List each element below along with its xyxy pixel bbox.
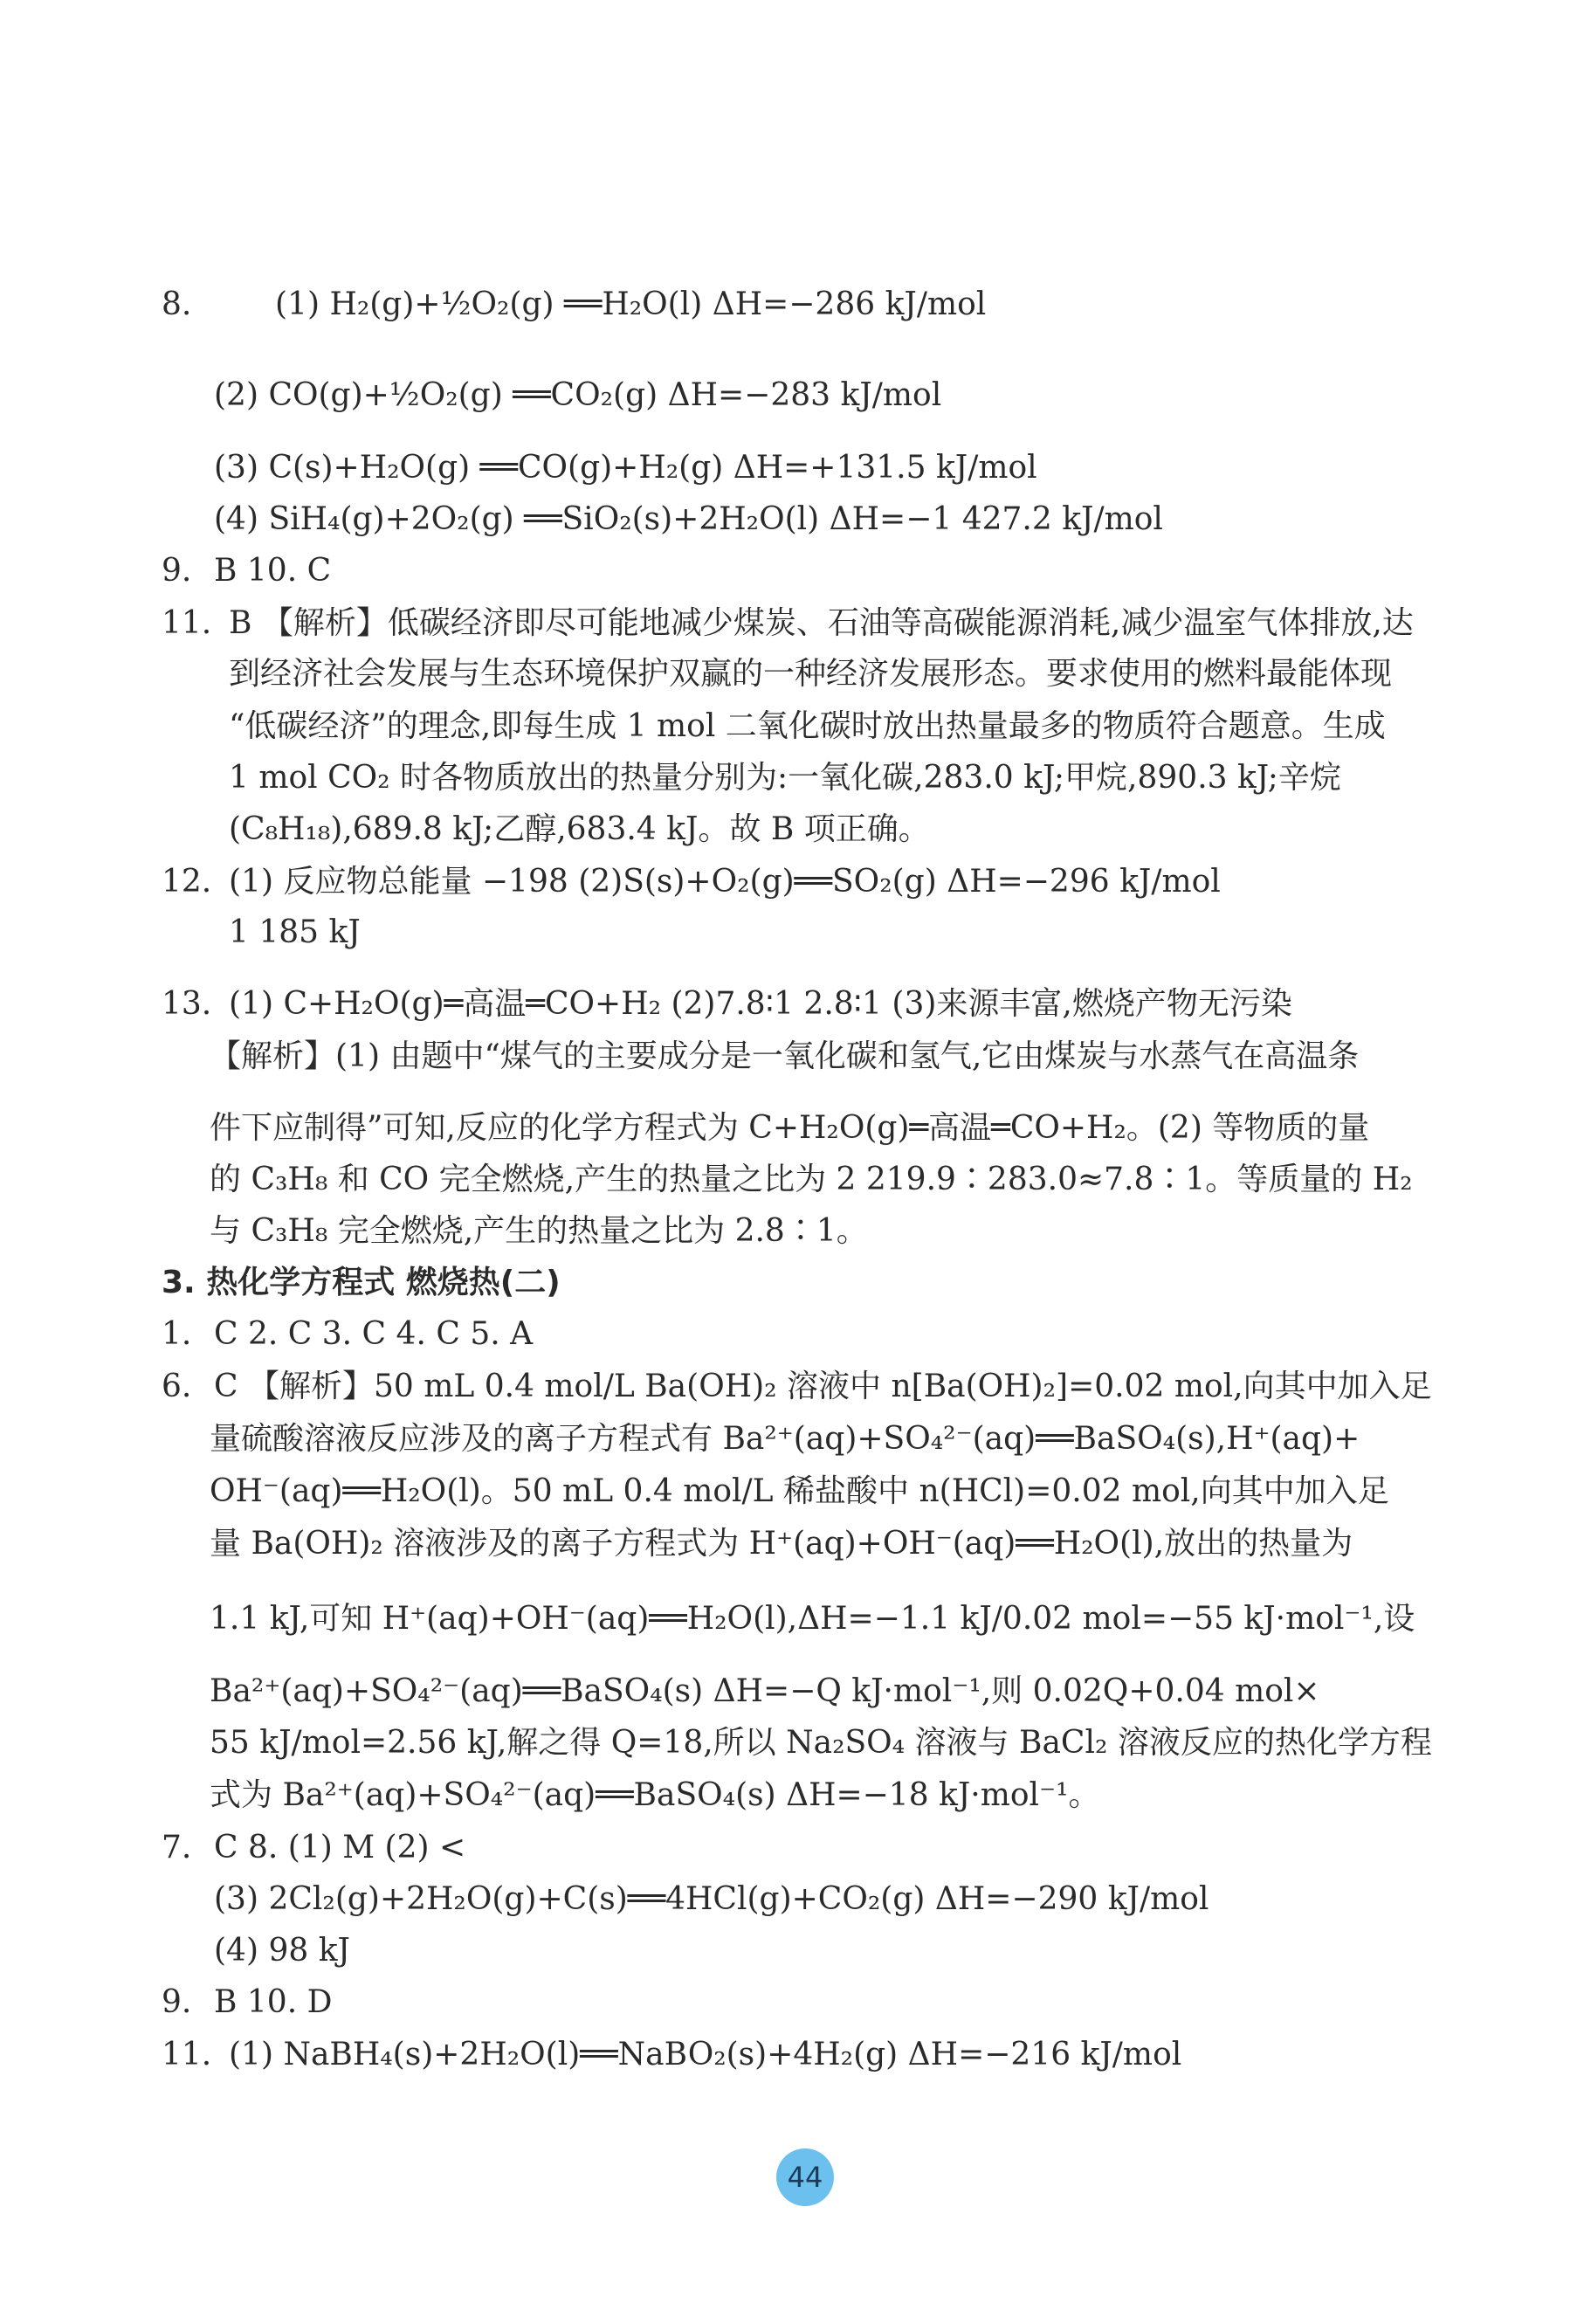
page-number-badge: 44 [776, 2148, 834, 2206]
answer-page: 8. (1) H₂(g)+½O₂(g) ══H₂O(l) ΔH=−286 kJ/mol (2) CO(g)+½O₂(g) ══CO₂(g) ΔH=−283 kJ/mol (3) C(s)+H₂O(g) ══CO(g)+H₂(g) ΔH=+131.5 kJ/mol (4) SiH₄(g)+2O₂(g) ══SiO₂(s)+2H₂O(l) ΔH=−1 427.2 kJ/mol 9. B 10. C 11. B 【解析】低碳经济即尽可能地减少煤炭、石油等高碳能源消耗,减少温室气体排放,达 到经济社会发展与生态环境保护双赢的一种经济发展形态。要求使用的燃料最能体现 “低碳经济”的理念,即每生成 1 mol 二氧化碳时放出热量最多的物质符合题意。生成 1 mol CO₂ 时各物质放出的热量分别为:一氧化碳,283.0 kJ;甲烷,890.3 kJ;辛烷 (C₈H₁₈),689.8 kJ;乙醇,683.4 kJ。故 B 项正确。 12. (1) 反应物总能量 −198 (2)S(s)+O₂(g)══SO₂(g) ΔH=−296 kJ/mol 1 185 kJ 13. (1) C+H₂O(g)═高温═CO+H₂ (2)7.8∶1 2.8∶1 (3)来源丰富,燃烧产物无污染 【解析】(1) 由题中“煤气的主要成分是一氧化碳和氢气,它由煤炭与水蒸气在高温条 件下应制得”可知,反应的化学方程式为 C+H₂O(g)═高温═CO+H₂。(2) 等物质的量 的 C₃H₈ 和 CO 完全燃烧,产生的热量之比为 2 219.9∶283.0≈7.8∶1。等质量的 H₂ 与 C₃H₈ 完全燃烧,产生的热量之比为 2.8∶1。 3. 热化学方程式 燃烧热(二) 1. C 2. C 3. C 4. C 5. A 6. C 【解析】50 mL 0.4 mol/L Ba(OH)₂ 溶液中 n[Ba(OH)₂]=0.02 mol,向其中加入足 量硫酸溶液反应涉及的离子方程式有 Ba²⁺(aq)+SO₄²⁻(aq)══BaSO₄(s),H⁺(aq)+ OH⁻(aq)══H₂O(l)。50 mL 0.4 mol/L 稀盐酸中 n(HCl)=0.02 mol,向其中加入足 量 Ba(OH)₂ 溶液涉及的离子方程式为 H⁺(aq)+OH⁻(aq)══H₂O(l),放出的热量为 1.1 kJ,可知 H⁺(aq)+OH⁻(aq)══H₂O(l),ΔH=−1.1 kJ/0.02 mol=−55 kJ·mol⁻¹,设 Ba²⁺(aq)+SO₄²⁻(aq)══BaSO₄(s) ΔH=−Q kJ·mol⁻¹,则 0.02Q+0.04 mol× 55 kJ/mol=2.56 kJ,解之得 Q=18,所以 Na₂SO₄ 溶液与 BaCl₂ 溶液反应的热化学方程 式为 Ba²⁺(aq)+SO₄²⁻(aq)══BaSO₄(s) ΔH=−18 kJ·mol⁻¹。 7. C 8. (1) M (2) < (3) 2Cl₂(g)+2H₂O(g)+C(s)══4HCl(g)+CO₂(g) ΔH=−290 kJ/mol (4) 98 kJ 9. B 10. D 11. (1) NaBH₄(s)+2H₂O(l)══NaBO₂(s)+4H₂(g) ΔH=−216 kJ/mol 44 [0, 0, 1577, 2324]
